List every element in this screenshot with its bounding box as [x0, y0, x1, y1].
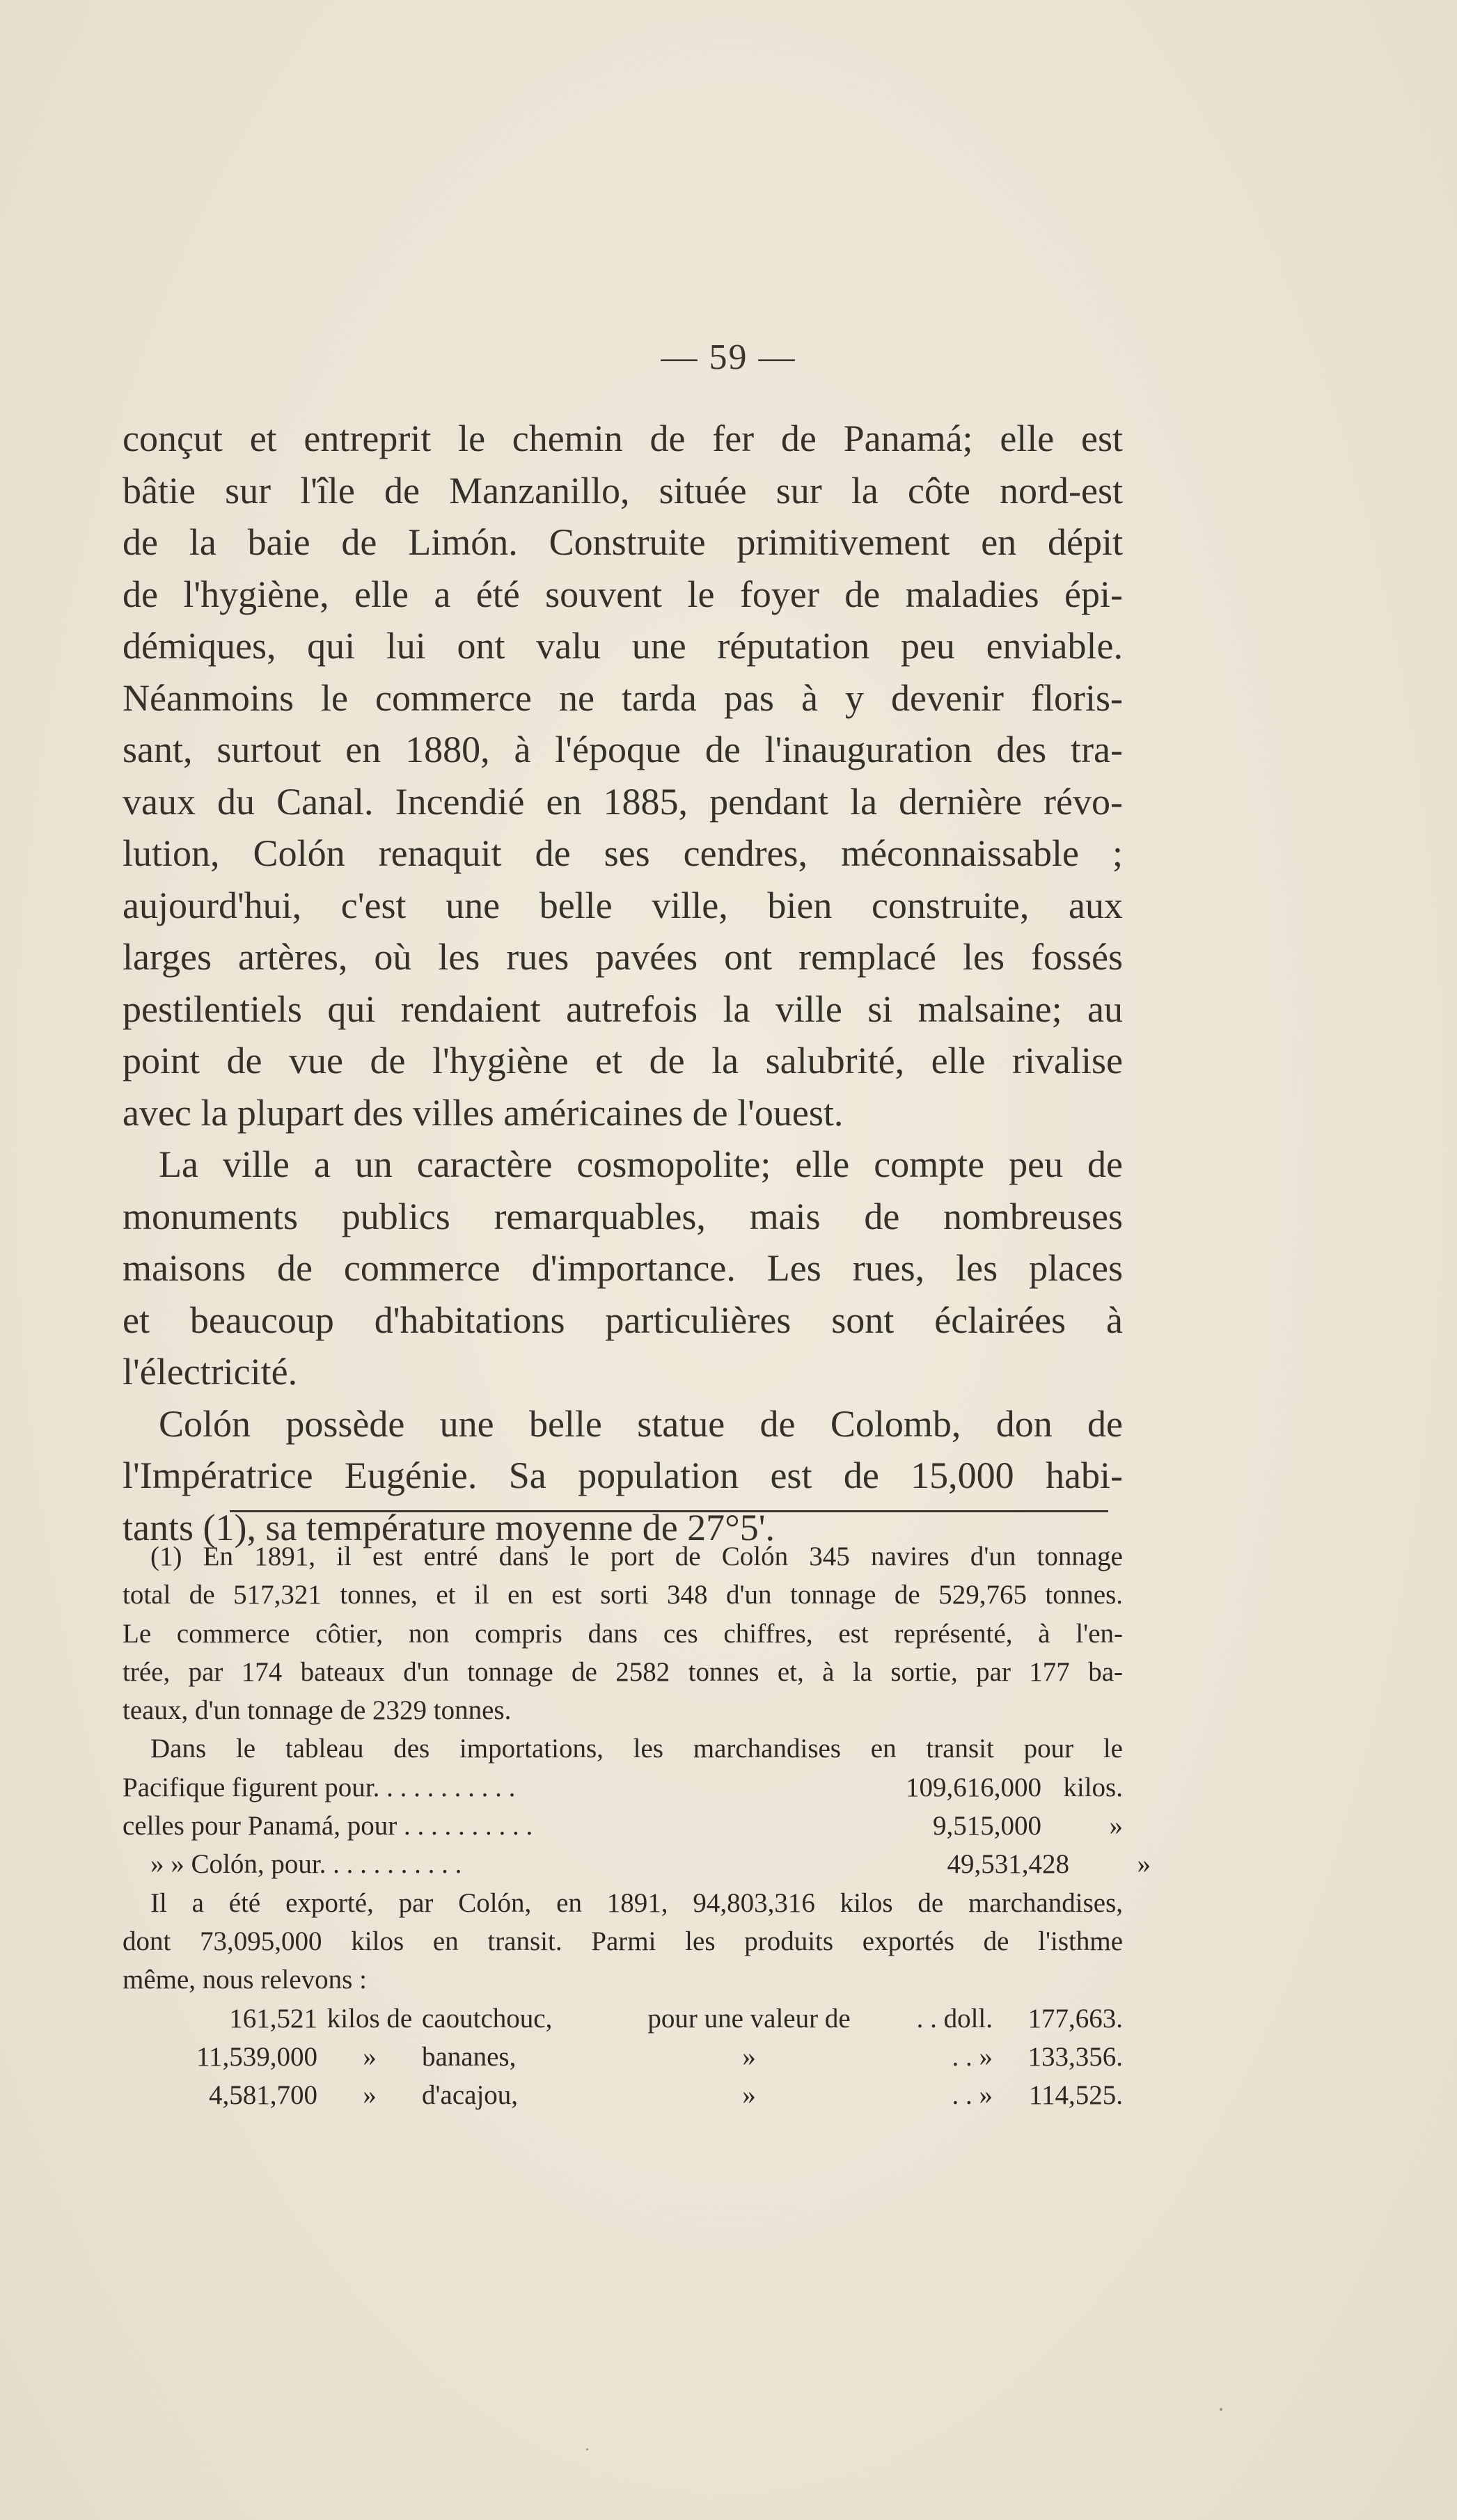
main-text [123, 413, 1123, 1553]
footnote-line: trée, par 174 bateaux d'un tonnage de 2582 tonnes et, à la sortie, par 177 ba- [123, 1656, 1123, 1687]
export-quantity: 161,521 [229, 2003, 317, 2034]
text-line: tants (1), sa température moyenne de 27°5'. [123, 1506, 775, 1548]
import-unit: kilos. [1063, 1772, 1123, 1802]
import-row [123, 1768, 1123, 1807]
paper-speck [586, 2448, 588, 2450]
text-line: larges artères, où les rues pavées ont remplacé les fossés [123, 936, 1123, 978]
import-value: 109,616,000 [906, 1772, 1041, 1802]
export-product: caoutchouc, [422, 2003, 553, 2034]
text-line: avec la plupart des villes américaines de l'ouest. [123, 1091, 844, 1134]
export-row [123, 2038, 1123, 2076]
footnote-line: Il a été exporté, par Colón, en 1891, 94,803,316 kilos de marchandises, [150, 1887, 1123, 1918]
export-value-label: » [742, 2080, 756, 2111]
export-product: bananes, [422, 2041, 517, 2072]
export-amount: 177,663. [1027, 2003, 1123, 2034]
text-line: point de vue de l'hygiène et de la salubrité, elle rivalise [123, 1040, 1123, 1081]
footnote-line: Dans le tableau des importations, les marchandises en transit pour le [150, 1734, 1123, 1764]
text-line: démiques, qui lui ont valu une réputation peu enviable. [123, 625, 1123, 667]
export-unit: » [363, 2041, 377, 2072]
footnote [123, 1537, 1151, 2114]
text-line: maisons de commerce d'importance. Les rues, les places [123, 1247, 1123, 1289]
text-line: lution, Colón renaquit de ses cendres, méconnaissable ; [123, 832, 1123, 874]
import-row [123, 1845, 1151, 1883]
import-unit: » [1109, 1811, 1123, 1841]
import-unit: » [1137, 1849, 1151, 1880]
page-number: — 59 — [661, 338, 796, 377]
text-line: La ville a un caractère cosmopolite; elle compte peu de [159, 1143, 1123, 1185]
import-label: » » Colón, pour. . . . . . . . . . . [150, 1849, 462, 1880]
export-row [123, 1999, 1123, 2038]
export-quantity: 11,539,000 [196, 2041, 317, 2072]
paper-speck [1220, 2408, 1222, 2411]
text-line: de l'hygiène, elle a été souvent le foyer de maladies épi- [123, 573, 1123, 615]
export-currency: . . » [952, 2080, 993, 2111]
text-line: et beaucoup d'habitations particulières sont éclairées à [123, 1299, 1123, 1341]
text-line: Colón possède une belle statue de Colomb, don de [159, 1402, 1123, 1445]
text-line: aujourd'hui, c'est une belle ville, bien construite, aux [123, 884, 1123, 926]
text-line: Néanmoins le commerce ne tarda pas à y devenir floris- [123, 676, 1123, 719]
export-amount: 133,356. [1027, 2041, 1123, 2072]
text-line: conçut et entreprit le chemin de fer de Panamá; elle est [123, 418, 1123, 459]
footnote-line: (1) En 1891, il est entré dans le port de Colón 345 navires d'un tonnage [150, 1542, 1123, 1571]
export-currency: . . doll. [916, 2003, 993, 2034]
footnote-line: Le commerce côtier, non compris dans ces chiffres, est représenté, à l'en- [123, 1618, 1123, 1649]
footnote-line: total de 517,321 tonnes, et il en est sorti 348 d'un tonnage de 529,765 tonnes. [123, 1580, 1123, 1610]
export-product: d'acajou, [422, 2080, 519, 2111]
footnote-divider [230, 1510, 1108, 1512]
text-line: monuments publics remarquables, mais de nombreuses [123, 1195, 1123, 1237]
export-quantity: 4,581,700 [209, 2080, 317, 2111]
export-currency: . . » [952, 2041, 993, 2072]
import-label: celles pour Panamá, pour . . . . . . . . . . [123, 1811, 533, 1841]
export-unit: » [363, 2080, 377, 2111]
export-amount: 114,525. [1028, 2080, 1123, 2111]
footnote-line: même, nous relevons : [123, 1965, 367, 1995]
export-value-label: » [742, 2041, 756, 2072]
text-line: l'Impératrice Eugénie. Sa population est de 15,000 habi- [123, 1455, 1123, 1496]
text-line: l'électricité. [123, 1351, 298, 1393]
footnote-line: teaux, d'un tonnage de 2329 tonnes. [123, 1695, 512, 1726]
export-value-label: pour une valeur de [647, 2003, 851, 2034]
text-line: pestilentiels qui rendaient autrefois la ville si malsaine; au [123, 988, 1123, 1030]
export-unit: kilos de [326, 2003, 413, 2034]
text-line: de la baie de Limón. Construite primitivement en dépit [123, 521, 1123, 563]
text-line: bâtie sur l'île de Manzanillo, située sur la côte nord-est [123, 469, 1123, 512]
text-line: sant, surtout en 1880, à l'époque de l'inauguration des tra- [123, 729, 1123, 770]
import-value: 49,531,428 [947, 1849, 1069, 1880]
footnote-line: dont 73,095,000 kilos en transit. Parmi les produits exportés de l'isthme [123, 1926, 1123, 1956]
text-line: vaux du Canal. Incendié en 1885, pendant la dernière révo- [123, 780, 1123, 823]
import-row [123, 1807, 1123, 1845]
import-label: Pacifique figurent pour. . . . . . . . . . . [123, 1772, 516, 1802]
export-row [123, 2076, 1123, 2114]
import-value: 9,515,000 [933, 1811, 1041, 1841]
